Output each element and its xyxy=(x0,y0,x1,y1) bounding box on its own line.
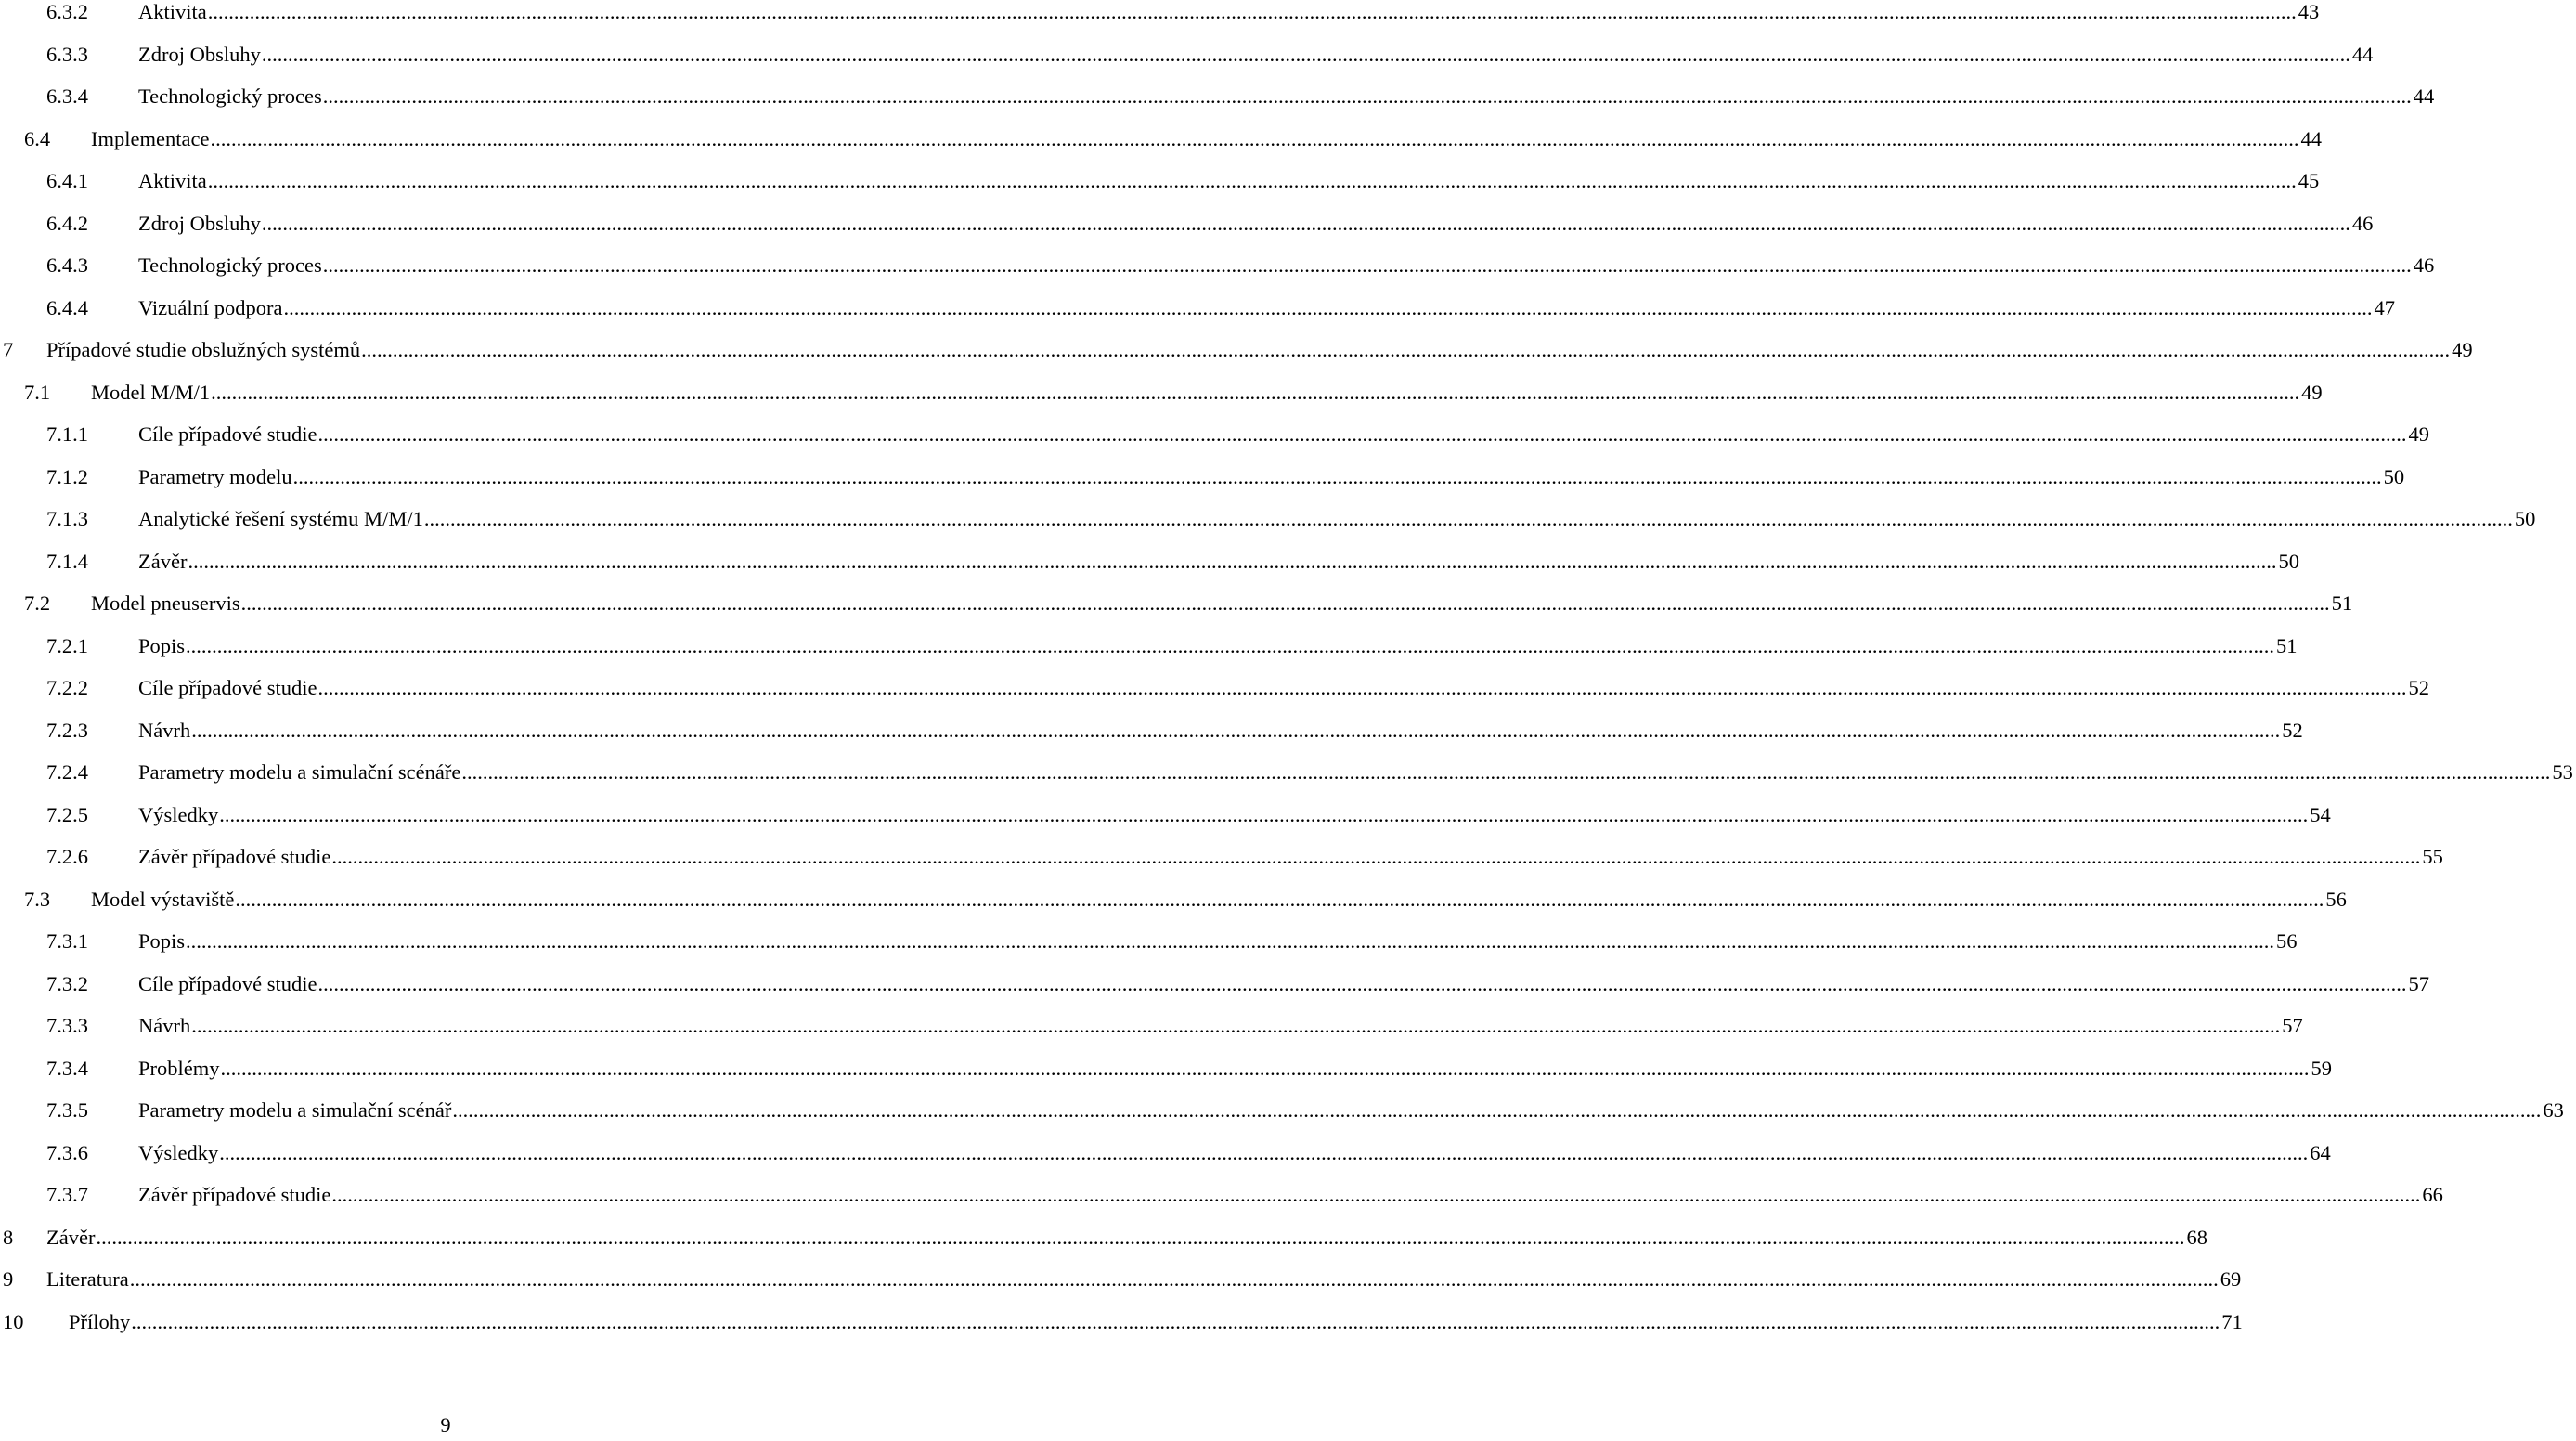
toc-entry-line xyxy=(138,630,2298,662)
toc-entry-line xyxy=(138,208,2374,240)
toc-entry-page: 49 xyxy=(2301,380,2323,404)
toc-entry-line xyxy=(138,715,2303,746)
toc-entry-number: 7.2.2 xyxy=(46,676,88,699)
toc-entry-title: Závěr případové studie xyxy=(138,1183,331,1206)
toc-entry[interactable] xyxy=(0,1222,2207,1253)
toc-entry[interactable] xyxy=(0,461,2405,493)
dot-leader: ................................................................................................................................................................................................................................................................................................................................................................................................................ xyxy=(317,676,2407,699)
toc-entry-title: Závěr případové studie xyxy=(138,845,331,868)
toc-entry-number: 7.3.3 xyxy=(46,1014,88,1037)
toc-entry-number: 7.1.2 xyxy=(46,464,88,488)
toc-entry-number: 7.2.1 xyxy=(46,633,88,657)
toc-entry-page: 43 xyxy=(2298,0,2320,23)
toc-entry-number: 6.3.4 xyxy=(46,84,88,108)
toc-entry-line xyxy=(91,884,2347,915)
toc-entry-number: 7.3.6 xyxy=(46,1140,88,1164)
toc-entry[interactable] xyxy=(0,81,2435,112)
toc-entry-page: 53 xyxy=(2552,760,2573,784)
dot-leader: ................................................................................................................................................................................................................................................................................................................................................................................................................ xyxy=(191,1014,2281,1037)
toc-entry-number: 7.1.1 xyxy=(46,422,88,446)
toc-entry[interactable] xyxy=(0,419,2429,450)
toc-entry-title: Závěr xyxy=(46,1225,96,1249)
toc-entry[interactable] xyxy=(0,1264,2242,1295)
toc-entry[interactable] xyxy=(0,926,2298,957)
toc-entry-title: Cíle případové studie xyxy=(138,676,317,699)
toc-entry-line xyxy=(138,250,2435,281)
toc-entry-title: Aktivita xyxy=(138,169,207,192)
toc-entry-title: Závěr xyxy=(138,549,188,573)
toc-entry[interactable] xyxy=(0,208,2374,240)
toc-entry-number: 6.3.3 xyxy=(46,42,88,66)
toc-entry-page: 50 xyxy=(2383,464,2405,488)
toc-entry-number: 9 xyxy=(3,1267,14,1291)
dot-leader: ................................................................................................................................................................................................................................................................................................................................................................................................................ xyxy=(283,295,2373,319)
dot-leader: ................................................................................................................................................................................................................................................................................................................................................................................................................ xyxy=(131,1309,2220,1333)
toc-entry[interactable] xyxy=(0,672,2429,704)
toc-entry-page: 69 xyxy=(2220,1267,2242,1291)
toc-entry-line xyxy=(138,0,2320,28)
toc-entry-line xyxy=(138,1137,2331,1169)
toc-entry-page: 63 xyxy=(2543,1098,2564,1122)
toc-entry-line xyxy=(138,1053,2332,1084)
toc-entry-number: 10 xyxy=(3,1309,24,1333)
dot-leader: ................................................................................................................................................................................................................................................................................................................................................................................................................ xyxy=(331,1183,2421,1206)
toc-entry[interactable] xyxy=(0,799,2331,831)
dot-leader: ................................................................................................................................................................................................................................................................................................................................................................................................................ xyxy=(220,1056,2310,1080)
dot-leader: ................................................................................................................................................................................................................................................................................................................................................................................................................ xyxy=(361,338,2451,361)
toc-entry[interactable] xyxy=(0,546,2299,578)
toc-entry-page: 44 xyxy=(2413,84,2435,108)
toc-entry-title: Cíle případové studie xyxy=(138,971,317,995)
toc-entry-title: Popis xyxy=(138,929,186,953)
toc-entry-title: Analytické řešení systému M/M/1 xyxy=(138,507,423,530)
toc-entry-page: 59 xyxy=(2311,1056,2332,1080)
toc-entry-title: Popis xyxy=(138,633,186,657)
toc-entry-page: 54 xyxy=(2310,802,2331,826)
dot-leader: ................................................................................................................................................................................................................................................................................................................................................................................................................ xyxy=(240,591,2330,615)
toc-entry-title: Model výstaviště xyxy=(91,887,235,911)
toc-entry-line xyxy=(91,377,2323,409)
toc-entry-page: 46 xyxy=(2351,211,2374,235)
dot-leader: ................................................................................................................................................................................................................................................................................................................................................................................................................ xyxy=(461,760,2551,784)
dot-leader: ................................................................................................................................................................................................................................................................................................................................................................................................................ xyxy=(322,84,2412,108)
toc-entry-number: 6.4.2 xyxy=(46,211,88,235)
toc-entry-title: Výsledky xyxy=(138,1140,219,1164)
toc-entry-line xyxy=(91,123,2322,155)
toc-entry-title: Technologický proces xyxy=(138,84,322,108)
toc-entry[interactable] xyxy=(0,841,2443,873)
toc-entry-number: 7.3.7 xyxy=(46,1183,88,1206)
toc-entry-page: 71 xyxy=(2221,1309,2243,1333)
dot-leader: ................................................................................................................................................................................................................................................................................................................................................................................................................ xyxy=(317,422,2407,446)
dot-leader: ................................................................................................................................................................................................................................................................................................................................................................................................................ xyxy=(188,549,2277,573)
toc-entry-number: 7.3.4 xyxy=(46,1056,88,1080)
toc-entry-line xyxy=(46,1222,2207,1253)
toc-entry-title: Problémy xyxy=(138,1056,220,1080)
toc-entry-title: Technologický proces xyxy=(138,253,322,277)
toc-entry-title: Cíle případové studie xyxy=(138,422,317,446)
toc-entry-title: Parametry modelu a simulační scénáře xyxy=(138,760,461,784)
toc-entry-title: Přílohy xyxy=(69,1309,131,1333)
toc-entry[interactable] xyxy=(0,1010,2303,1042)
toc-entry-line xyxy=(138,503,2536,535)
toc-entry[interactable] xyxy=(0,1053,2332,1084)
toc-entry-page: 49 xyxy=(2408,422,2429,446)
toc-entry-line xyxy=(138,757,2573,788)
toc-entry-title: Návrh xyxy=(138,1014,191,1037)
toc-entry-number: 7.2 xyxy=(24,591,51,615)
toc-entry[interactable] xyxy=(0,250,2435,281)
dot-leader: ................................................................................................................................................................................................................................................................................................................................................................................................................ xyxy=(129,1267,2219,1291)
toc-entry-number: 6.3.2 xyxy=(46,0,88,23)
dot-leader: ................................................................................................................................................................................................................................................................................................................................................................................................................ xyxy=(322,253,2412,277)
toc-entry-line xyxy=(138,1179,2443,1211)
toc-entry-line xyxy=(138,968,2429,1000)
toc-entry-line xyxy=(91,588,2353,619)
toc-entry-title: Implementace xyxy=(91,126,210,150)
dot-leader: ................................................................................................................................................................................................................................................................................................................................................................................................................ xyxy=(452,1098,2542,1122)
toc-entry-page: 55 xyxy=(2422,845,2443,868)
toc-entry[interactable] xyxy=(0,334,2473,366)
toc-entry-line xyxy=(138,81,2435,112)
toc-entry-page: 46 xyxy=(2413,253,2435,277)
toc-entry-line xyxy=(138,1010,2303,1042)
toc-entry-page: 44 xyxy=(2351,42,2374,66)
dot-leader: ................................................................................................................................................................................................................................................................................................................................................................................................................ xyxy=(219,1140,2309,1164)
toc-entry-title: Návrh xyxy=(138,718,191,742)
dot-leader: ................................................................................................................................................................................................................................................................................................................................................................................................................ xyxy=(207,0,2297,23)
dot-leader: ................................................................................................................................................................................................................................................................................................................................................................................................................ xyxy=(186,929,2275,953)
toc-entry[interactable] xyxy=(0,123,2322,155)
dot-leader: ................................................................................................................................................................................................................................................................................................................................................................................................................ xyxy=(186,633,2275,657)
toc-entry-line xyxy=(46,1264,2242,1295)
dot-leader: ................................................................................................................................................................................................................................................................................................................................................................................................................ xyxy=(317,971,2407,995)
toc-entry-page: 66 xyxy=(2422,1183,2443,1206)
toc-entry[interactable] xyxy=(0,630,2298,662)
toc-entry[interactable] xyxy=(0,165,2320,197)
dot-leader: ................................................................................................................................................................................................................................................................................................................................................................................................................ xyxy=(235,887,2324,911)
dot-leader: ................................................................................................................................................................................................................................................................................................................................................................................................................ xyxy=(211,380,2300,404)
toc-entry[interactable] xyxy=(0,1095,2564,1126)
toc-entry-number: 7 xyxy=(3,338,14,361)
toc-entry-number: 6.4.1 xyxy=(46,169,88,192)
toc-entry-page: 51 xyxy=(2331,591,2353,615)
toc-entry-page: 45 xyxy=(2298,169,2320,192)
toc-entry[interactable] xyxy=(0,39,2374,71)
toc-entry-number: 7.2.3 xyxy=(46,718,88,742)
toc-entry-number: 7.3.2 xyxy=(46,971,88,995)
toc-entry-line xyxy=(138,461,2405,493)
toc-entry-line xyxy=(138,672,2429,704)
toc-entry-page: 68 xyxy=(2186,1225,2207,1249)
dot-leader: ................................................................................................................................................................................................................................................................................................................................................................................................................ xyxy=(207,169,2297,192)
dot-leader: ................................................................................................................................................................................................................................................................................................................................................................................................................ xyxy=(261,42,2350,66)
toc-entry-page: 49 xyxy=(2452,338,2473,361)
toc-entry-line xyxy=(138,292,2395,324)
toc-entry-page: 44 xyxy=(2300,126,2322,150)
toc-entry-number: 6.4.3 xyxy=(46,253,88,277)
toc-entry-line xyxy=(138,799,2331,831)
toc-entry-title: Zdroj Obsluhy xyxy=(138,42,261,66)
toc-entry-title: Vizuální podpora xyxy=(138,295,283,319)
toc-entry[interactable] xyxy=(0,0,2320,28)
toc-entry-page: 56 xyxy=(2276,929,2298,953)
toc-entry-title: Literatura xyxy=(46,1267,129,1291)
toc-entry-page: 57 xyxy=(2282,1014,2303,1037)
dot-leader: ................................................................................................................................................................................................................................................................................................................................................................................................................ xyxy=(331,845,2421,868)
toc-entry[interactable] xyxy=(0,884,2347,915)
toc-entry-page: 51 xyxy=(2276,633,2298,657)
toc-entry[interactable] xyxy=(0,757,2573,788)
toc-entry-line xyxy=(138,926,2298,957)
toc-entry[interactable] xyxy=(0,1306,2243,1338)
dot-leader: ................................................................................................................................................................................................................................................................................................................................................................................................................ xyxy=(96,1225,2185,1249)
toc-entry-number: 7.2.5 xyxy=(46,802,88,826)
toc-entry-page: 50 xyxy=(2514,507,2536,530)
toc-entry-page: 56 xyxy=(2325,887,2347,911)
toc-entry-page: 47 xyxy=(2374,295,2395,319)
dot-leader: ................................................................................................................................................................................................................................................................................................................................................................................................................ xyxy=(210,126,2299,150)
toc-entry-number: 7.1.4 xyxy=(46,549,88,573)
toc-entry-line xyxy=(138,419,2429,450)
toc-entry-number: 7.3 xyxy=(24,887,51,911)
toc-entry-title: Zdroj Obsluhy xyxy=(138,211,261,235)
toc-entry-number: 8 xyxy=(3,1225,14,1249)
dot-leader: ................................................................................................................................................................................................................................................................................................................................................................................................................ xyxy=(191,718,2281,742)
toc-entry-line xyxy=(46,334,2473,366)
toc-entry-title: Model pneuservis xyxy=(91,591,240,615)
toc-entry-number: 7.3.5 xyxy=(46,1098,88,1122)
toc-entry-number: 7.3.1 xyxy=(46,929,88,953)
toc-entry-title: Aktivita xyxy=(138,0,207,23)
toc-entry[interactable] xyxy=(0,377,2323,409)
toc-entry[interactable] xyxy=(0,1137,2331,1169)
toc-entry[interactable] xyxy=(0,503,2536,535)
toc-entry-page: 52 xyxy=(2408,676,2429,699)
toc-entry-line xyxy=(69,1306,2243,1338)
toc-entry-line xyxy=(138,165,2320,197)
toc-entry-number: 7.2.6 xyxy=(46,845,88,868)
toc-entry[interactable] xyxy=(0,292,2395,324)
toc-entry-number: 7.1.3 xyxy=(46,507,88,530)
dot-leader: ................................................................................................................................................................................................................................................................................................................................................................................................................ xyxy=(261,211,2350,235)
dot-leader: ................................................................................................................................................................................................................................................................................................................................................................................................................ xyxy=(292,464,2382,488)
toc-entry-number: 7.1 xyxy=(24,380,51,404)
toc-entry-line xyxy=(138,39,2374,71)
toc-entry-line xyxy=(138,1095,2564,1126)
toc-entry-number: 7.2.4 xyxy=(46,760,88,784)
toc-entry-title: Případové studie obslužných systémů xyxy=(46,338,361,361)
toc-entry-title: Výsledky xyxy=(138,802,219,826)
toc-entry[interactable] xyxy=(0,1179,2443,1211)
dot-leader: ................................................................................................................................................................................................................................................................................................................................................................................................................ xyxy=(219,802,2309,826)
toc-entry-title: Model M/M/1 xyxy=(91,380,211,404)
toc-entry-page: 64 xyxy=(2310,1140,2331,1164)
toc-entry-page: 57 xyxy=(2408,971,2429,995)
toc-entry-title: Parametry modelu a simulační scénář xyxy=(138,1098,452,1122)
toc-entry-number: 6.4 xyxy=(24,126,51,150)
toc-entry-number: 6.4.4 xyxy=(46,295,88,319)
toc-entry-line xyxy=(138,546,2299,578)
toc-entry[interactable] xyxy=(0,968,2429,1000)
toc-entry[interactable] xyxy=(0,588,2353,619)
toc-entry-title: Parametry modelu xyxy=(138,464,292,488)
toc-entry-page: 52 xyxy=(2282,718,2303,742)
toc-entry-line xyxy=(138,841,2443,873)
dot-leader: ................................................................................................................................................................................................................................................................................................................................................................................................................ xyxy=(423,507,2513,530)
toc-entry-page: 50 xyxy=(2278,549,2299,573)
page-number: 9 xyxy=(440,1413,451,1436)
toc-entry[interactable] xyxy=(0,715,2303,746)
